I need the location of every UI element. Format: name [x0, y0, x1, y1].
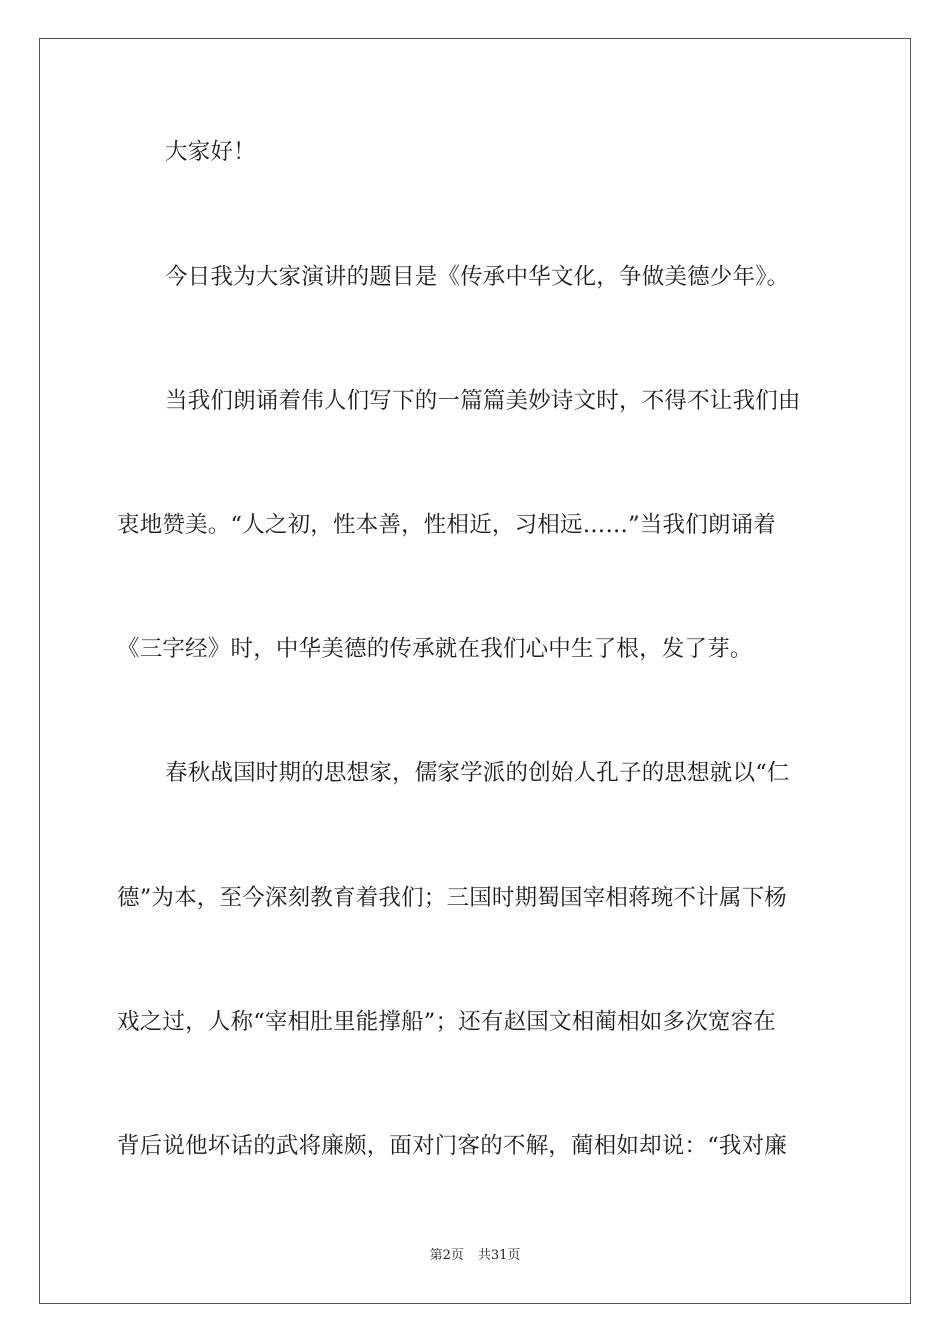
page-frame: [39, 38, 911, 1304]
page-footer: [0, 1249, 950, 1262]
paragraph-line: 德”为本，至今深刻教育着我们；三国时期蜀国宰相蒋琬不计属下杨: [117, 885, 788, 911]
page-number: 第2页: [429, 1248, 464, 1263]
paragraph-line: 今日我为大家演讲的题目是《传承中华文化，争做美德少年》。: [165, 264, 790, 290]
paragraph-line: 大家好！: [165, 139, 256, 165]
paragraph-line: 春秋战国时期的思想家，儒家学派的创始人孔子的思想就以“仁: [165, 760, 790, 786]
paragraph-line: 背后说他坏话的武将廉颇，面对门客的不解，蔺相如却说：“我对廉: [117, 1133, 788, 1159]
total-pages: 共31页: [477, 1248, 521, 1263]
paragraph-line: 当我们朗诵着伟人们写下的一篇篇美妙诗文时，不得不让我们由: [165, 388, 801, 414]
paragraph-line: 戏之过，人称“宰相肚里能撑船”；还有赵国文相蔺相如多次宽容在: [117, 1009, 777, 1035]
paragraph-line: 《三字经》时，中华美德的传承就在我们心中生了根，发了芽。: [117, 636, 753, 662]
paragraph-line: 衷地赞美。“人之初，性本善，性相近，习相远……”当我们朗诵着: [117, 512, 777, 538]
